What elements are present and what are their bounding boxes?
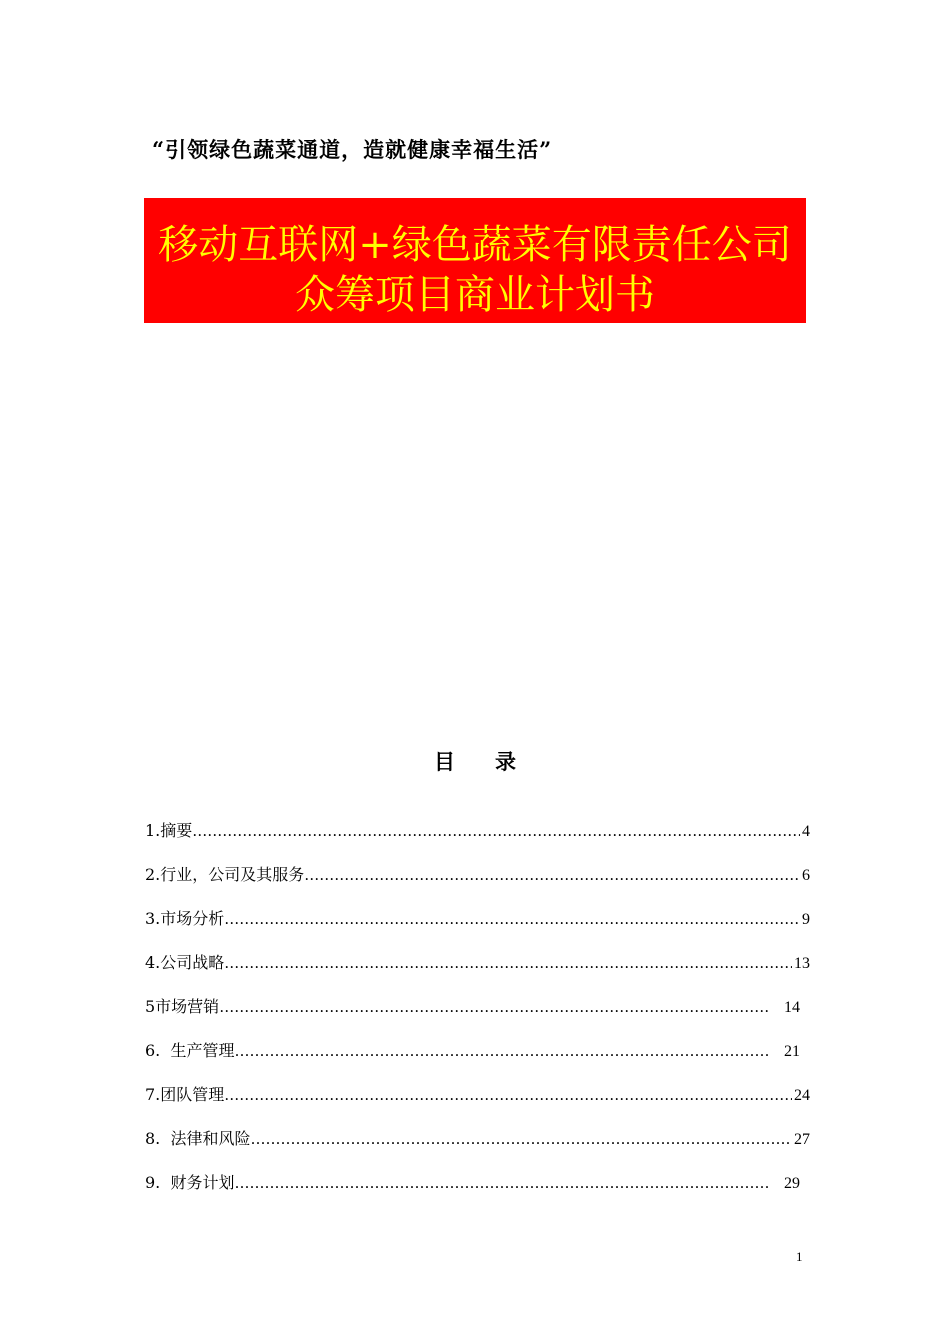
document-title: 移动互联网+绿色蔬菜有限责任公司 xyxy=(158,222,792,268)
toc-leader-dots xyxy=(192,822,800,840)
toc-leader-dots xyxy=(234,1174,768,1192)
toc-entry-label: 7.团队管理 xyxy=(145,1085,225,1104)
toc-leader-dots xyxy=(250,1130,792,1148)
toc-leader-dots xyxy=(304,866,800,884)
slogan: “引领绿色蔬菜通道，造就健康幸福生活” xyxy=(152,137,553,162)
toc-entry-page: 29 xyxy=(784,1175,800,1192)
toc-entry-industry[interactable] xyxy=(145,862,810,906)
toc-entry-strategy[interactable] xyxy=(145,950,810,994)
document-subtitle: 众筹项目商业计划书 xyxy=(295,272,655,318)
toc-leader-dots xyxy=(224,954,792,972)
toc-entry-label: 5市场营销 xyxy=(145,997,220,1016)
toc-entry-label: 6. 生产管理 xyxy=(145,1041,235,1060)
toc-leader-dots xyxy=(234,1042,768,1060)
toc-entry-label: 3.市场分析 xyxy=(145,909,225,928)
toc-entry-page: 13 xyxy=(794,955,810,972)
toc-entry-page: 27 xyxy=(794,1131,810,1148)
toc-leader-dots xyxy=(224,910,800,928)
toc-entry-marketing[interactable] xyxy=(145,994,800,1038)
toc-entry-page: 21 xyxy=(784,1043,800,1060)
toc-entry-team[interactable] xyxy=(145,1082,810,1126)
page-number: 1 xyxy=(796,1249,803,1264)
toc-leader-dots xyxy=(224,1086,792,1104)
toc-entry-finance[interactable] xyxy=(145,1170,800,1214)
toc-entry-page: 4 xyxy=(802,823,810,840)
toc-entry-production[interactable] xyxy=(145,1038,800,1082)
toc-entry-label: 8. 法律和风险 xyxy=(145,1129,251,1148)
toc-entry-page: 9 xyxy=(802,911,810,928)
toc-entry-label: 1.摘要 xyxy=(145,821,193,840)
toc-entry-summary[interactable] xyxy=(145,818,810,862)
toc-entry-legal-risk[interactable] xyxy=(145,1126,810,1170)
toc-entry-label: 2.行业，公司及其服务 xyxy=(145,865,305,884)
toc-entry-page: 6 xyxy=(802,867,810,884)
toc-entry-page: 14 xyxy=(784,999,800,1016)
title-banner xyxy=(144,198,806,323)
toc-leader-dots xyxy=(219,998,768,1016)
toc-entry-label: 4.公司战略 xyxy=(145,953,225,972)
toc-entry-page: 24 xyxy=(794,1087,810,1104)
toc-title: 目录 xyxy=(434,749,556,774)
toc-entry-label: 9. 财务计划 xyxy=(145,1173,235,1192)
table-of-contents xyxy=(145,818,810,1214)
toc-entry-market-analysis[interactable] xyxy=(145,906,810,950)
